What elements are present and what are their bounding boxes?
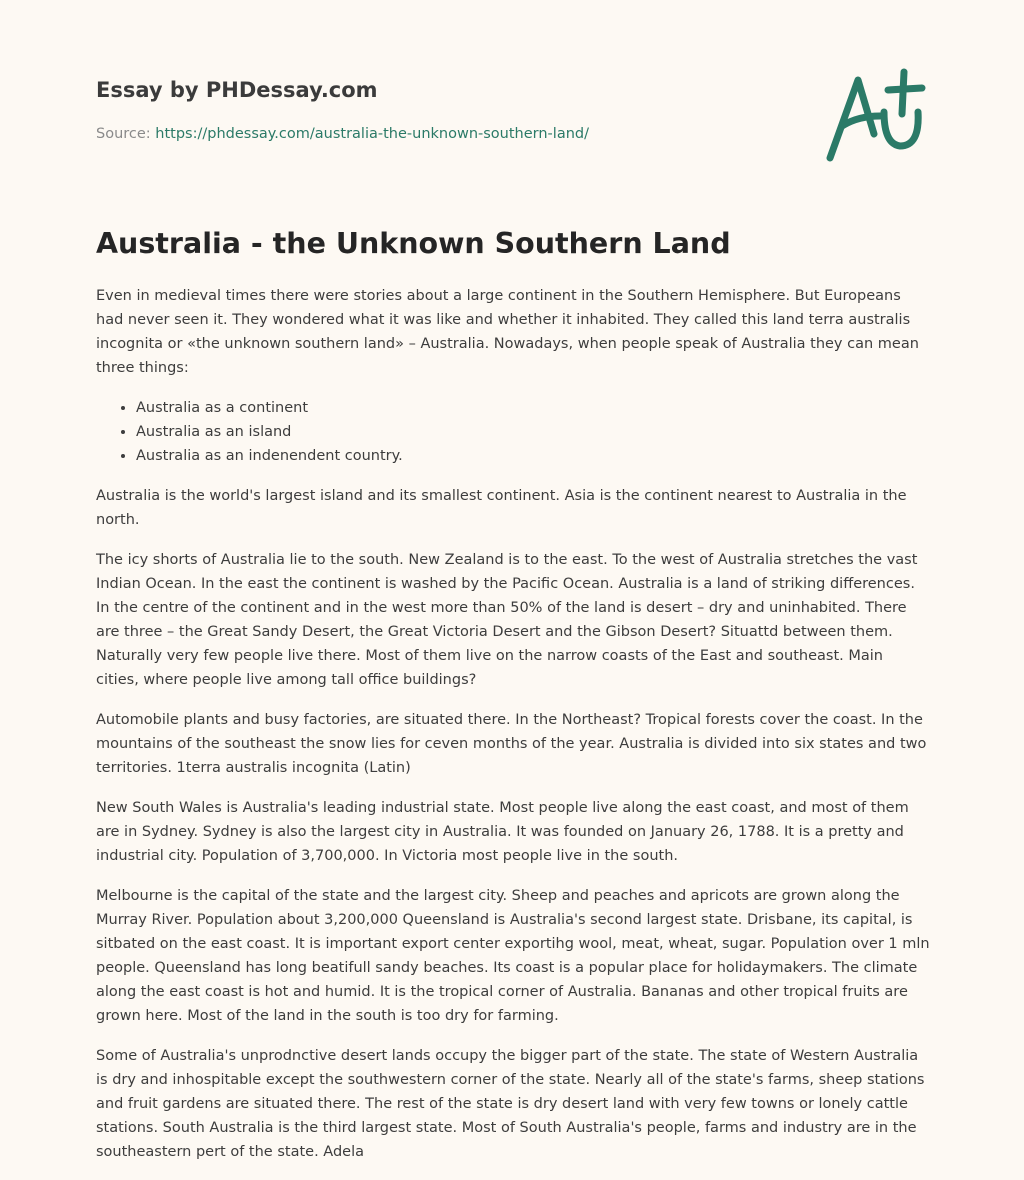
body-paragraph: Some of Australia's unprodnctive desert lands occupy the bigger part of the state. The state of Western Australia is dry and inhospitable except the southwestern corner of the state. Nearly all of the state's farms, sheep stations and fruit gardens are situated there. The rest of the state is dry desert land with very few towns or lonely cattle stations. South Australia is the third largest state. Most of South Australia's people, farms and industry are in the southeastern pert of the state. Adela	[96, 1048, 925, 1160]
essay-title: Australia - the Unknown Southern Land	[96, 227, 731, 260]
body-paragraph: Melbourne is the capital of the state and the largest city. Sheep and peaches and apricots are grown along the Murray River. Population about 3,200,000 Queensland is Australia's second largest state. Drisbane, its capital, is sitbated on the east coast. It is important export center exportihg wool, meat, wheat, sugar. Population over 1 mln people. Queensland has long beatifull sandy beaches. Its coast is a popular place for holidaymakers. The climate along the east coast is hot and humid. It is the tropical corner of Australia. Bananas and other tropical fruits are grown here. Most of the land in the south is too dry for farming.	[96, 888, 930, 1024]
source-line	[96, 124, 796, 144]
site-brand: Essay by PHDessay.com	[96, 78, 378, 102]
intro-paragraph: Even in medieval times there were stories about a large continent in the Southern Hemisphere. But Europeans had never seen it. They wondered what it was like and whether it inhabited. They called this land terra australis incognita or «the unknown southern land» – Australia. Nowadays, when people speak of Australia they can mean three things:	[96, 288, 919, 376]
body-paragraph: New South Wales is Australia's leading industrial state. Most people live along the east coast, and most of them are in Sydney. Sydney is also the largest city in Australia. It was founded on January 26, 1788. It is a pretty and industrial city. Population of 3,700,000. In Victoria most people live in the south.	[96, 800, 909, 864]
body-paragraph: Automobile plants and busy factories, are situated there. In the Northeast? Tropical forests cover the coast. In the mountains of the southeast the snow lies for ceven months of the year. Australia is divided into six states and two territories. 1terra australis incognita (Latin)	[96, 712, 927, 776]
essay-body	[96, 284, 930, 1180]
body-paragraph: Australia is the world's largest island and its smallest continent. Asia is the continent nearest to Australia in the north.	[96, 488, 907, 528]
body-paragraph: The icy shorts of Australia lie to the south. New Zealand is to the east. To the west of Australia stretches the vast Indian Ocean. In the east the continent is washed by the Pacific Ocean. Australia is a land of striking differences. In the centre of the continent and in the west more than 50% of the land is desert – dry and uninhabited. There are three – the Great Sandy Desert, the Great Victoria Desert and the Gibson Desert? Situattd between them. Naturally very few people live there. Most of them live on the narrow coasts of the East and southeast. Main cities, where people live among tall office buildings?	[96, 552, 918, 688]
list-item: • Australia as an indenendent country.	[136, 444, 930, 468]
source-link[interactable]: https://phdessay.com/australia-the-unknown-southern-land/	[155, 126, 589, 142]
list-item: • Australia as a continent	[136, 396, 930, 420]
meaning-list	[96, 396, 930, 468]
list-item: • Australia as an island	[136, 420, 930, 444]
a-plus-grade-icon	[818, 66, 930, 166]
source-label: Source:	[96, 126, 151, 142]
page-header	[96, 76, 796, 144]
